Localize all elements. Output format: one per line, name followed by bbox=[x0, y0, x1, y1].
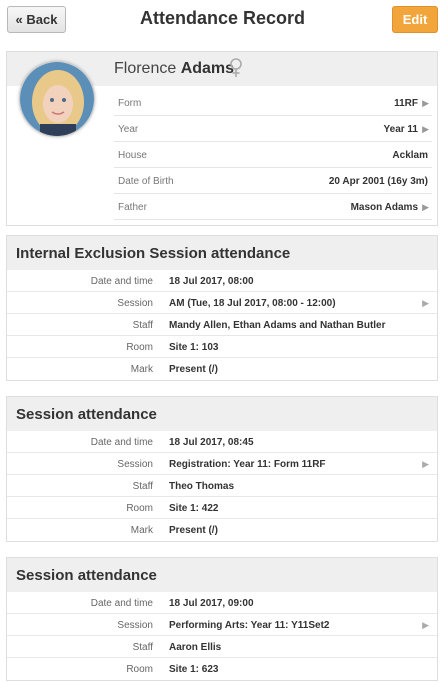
field-label: Form bbox=[118, 98, 142, 109]
row-value: Site 1: 103 bbox=[169, 342, 219, 353]
row-date-and-time bbox=[7, 431, 437, 453]
row-label: Staff bbox=[132, 642, 153, 653]
row-mark bbox=[7, 519, 437, 541]
chevron-right-icon: ▶ bbox=[422, 202, 429, 212]
page-title: Attendance Record bbox=[139, 8, 306, 28]
row-label: Date and time bbox=[90, 598, 153, 609]
session-attendance-card bbox=[6, 557, 438, 681]
edit-button[interactable]: Edit bbox=[392, 6, 438, 33]
profile-row-form[interactable] bbox=[114, 90, 432, 116]
card-title: Internal Exclusion Session attendance bbox=[7, 236, 437, 270]
field-value: Acklam bbox=[392, 150, 428, 161]
row-label: Mark bbox=[130, 525, 153, 536]
field-label: Year bbox=[118, 124, 139, 135]
first-name: Florence bbox=[114, 60, 177, 77]
row-label: Room bbox=[126, 503, 153, 514]
row-staff bbox=[7, 475, 437, 497]
female-symbol-icon bbox=[229, 58, 243, 78]
row-value: 18 Jul 2017, 08:45 bbox=[169, 437, 254, 448]
row-value: Performing Arts: Year 11: Y11Set2 bbox=[169, 620, 330, 631]
field-value: 11RF bbox=[394, 98, 418, 109]
internal-exclusion-attendance-card bbox=[6, 235, 438, 381]
back-button[interactable]: « Back bbox=[7, 6, 66, 33]
row-label: Session bbox=[117, 620, 153, 631]
chevron-right-icon: ▶ bbox=[422, 98, 429, 108]
field-label: Date of Birth bbox=[118, 176, 174, 187]
row-mark bbox=[7, 358, 437, 380]
row-label: Session bbox=[117, 459, 153, 470]
row-label: Date and time bbox=[90, 437, 153, 448]
profile-row-year[interactable] bbox=[114, 116, 432, 142]
profile-row-date-of-birth bbox=[114, 168, 432, 194]
row-staff bbox=[7, 314, 437, 336]
row-value: AM (Tue, 18 Jul 2017, 08:00 - 12:00) bbox=[169, 298, 336, 309]
field-value: Mason Adams bbox=[350, 202, 418, 213]
row-room bbox=[7, 497, 437, 519]
row-label: Session bbox=[117, 298, 153, 309]
row-value: 18 Jul 2017, 08:00 bbox=[169, 276, 254, 287]
row-session[interactable] bbox=[7, 292, 437, 314]
row-value: Theo Thomas bbox=[169, 481, 235, 492]
row-value: Site 1: 623 bbox=[169, 664, 219, 675]
card-title: Session attendance bbox=[7, 558, 437, 592]
row-session[interactable] bbox=[7, 453, 437, 475]
row-value: Site 1: 422 bbox=[169, 503, 219, 514]
field-value: Year 11 bbox=[383, 124, 418, 135]
field-label: Father bbox=[118, 202, 147, 213]
row-value: Aaron Ellis bbox=[169, 642, 222, 653]
chevron-right-icon: ▶ bbox=[422, 124, 429, 134]
top-bar bbox=[0, 0, 445, 42]
row-value: Registration: Year 11: Form 11RF bbox=[169, 459, 326, 470]
student-avatar bbox=[19, 61, 95, 137]
chevron-right-icon: ▶ bbox=[422, 459, 429, 469]
field-value: 20 Apr 2001 (16y 3m) bbox=[328, 176, 428, 187]
row-value: Mandy Allen, Ethan Adams and Nathan Butler bbox=[169, 320, 386, 331]
row-value: Present (/) bbox=[169, 364, 218, 375]
row-label: Room bbox=[126, 342, 153, 353]
row-date-and-time bbox=[7, 592, 437, 614]
session-attendance-card bbox=[6, 396, 438, 542]
row-staff bbox=[7, 636, 437, 658]
row-label: Date and time bbox=[90, 276, 153, 287]
row-label: Mark bbox=[130, 364, 153, 375]
row-label: Staff bbox=[132, 320, 153, 331]
row-value: Present (/) bbox=[169, 525, 218, 536]
row-room bbox=[7, 336, 437, 358]
student-name bbox=[114, 60, 234, 78]
row-date-and-time bbox=[7, 270, 437, 292]
profile-row-father[interactable] bbox=[114, 194, 432, 220]
chevron-right-icon: ▶ bbox=[422, 620, 429, 630]
field-label: House bbox=[118, 150, 147, 161]
card-title: Session attendance bbox=[7, 397, 437, 431]
last-name: Adams bbox=[180, 60, 235, 77]
row-room bbox=[7, 658, 437, 680]
row-label: Room bbox=[126, 664, 153, 675]
row-value: 18 Jul 2017, 09:00 bbox=[169, 598, 254, 609]
profile-row-house bbox=[114, 142, 432, 168]
row-label: Staff bbox=[132, 481, 153, 492]
chevron-right-icon: ▶ bbox=[422, 298, 429, 308]
row-session[interactable] bbox=[7, 614, 437, 636]
student-profile-card bbox=[6, 51, 438, 226]
